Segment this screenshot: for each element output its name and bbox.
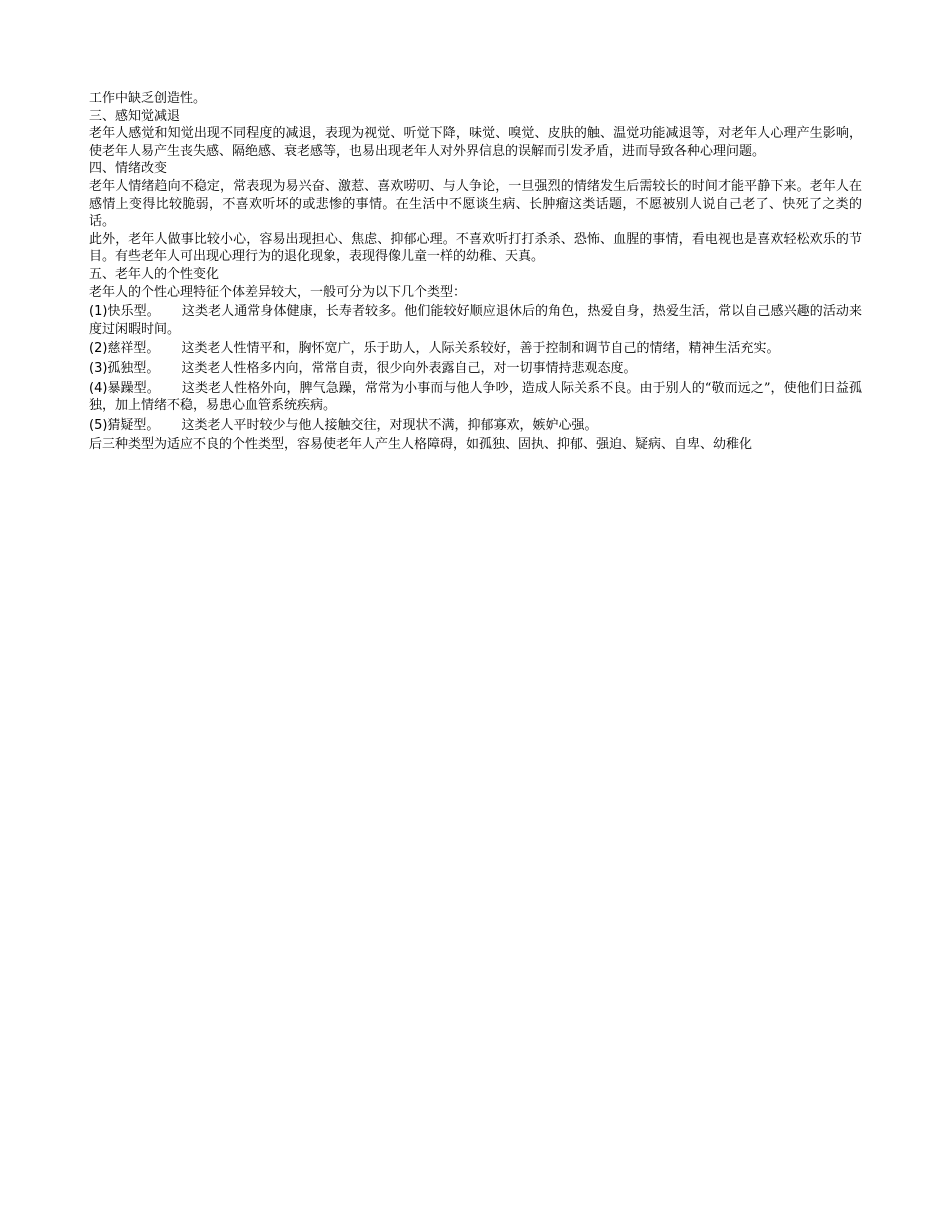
type-number: (1): [89, 304, 108, 320]
type-name: 慈祥型。: [107, 341, 160, 357]
heading-perception-decline: 三、感知觉减退: [89, 108, 181, 124]
type-description: 这类老人性格多内向，常常自责，很少向外表露自己，对一切事情持悲观态度。: [181, 360, 637, 376]
paragraph-intro-tail: 工作中缺乏创造性。: [89, 91, 207, 106]
type-name: 快乐型。: [107, 304, 160, 320]
paragraph-perception: 老年人感觉和知觉出现不同程度的减退，表现为视觉、听觉下降，味觉、嗅觉、皮肤的触、温觉功能减退等，对老年人心理产生影响，使老年人易产生丧失感、隔绝感、衰老感等，也易出现老年人对外界信息的误解而引发矛盾，进而导致各种心理问题。: [89, 126, 862, 159]
personality-type-item: [89, 380, 862, 415]
paragraph-personality-intro: 老年人的个性心理特征个体差异较大，一般可分为以下几个类型：: [89, 284, 467, 300]
type-name: 暴躁型。: [107, 380, 160, 396]
type-description: 这类老人性格外向，脾气急躁，常常为小事而与他人争吵，造成人际关系不良。由于别人的“敬而远之”，使他们日益孤独，加上情绪不稳，易患心血管系统疾病。: [89, 380, 862, 414]
heading-emotion-change: 四、情绪改变: [89, 161, 168, 177]
type-description: 这类老人平时较少与他人接触交往，对现状不满，抑郁寡欢，嫉妒心强。: [181, 417, 598, 433]
heading-personality-change: 五、老年人的个性变化: [89, 266, 220, 282]
personality-type-item: [89, 340, 862, 358]
paragraph-emotion-1: 老年人情绪趋向不稳定，常表现为易兴奋、激惹、喜欢唠叨、与人争论，一旦强烈的情绪发生后需较长的时间才能平静下来。老年人在感情上变得比较脆弱，不喜欢听坏的或悲惨的事情。在生活中不愿谈生病、长肿瘤这类话题，不愿被别人说自己老了、快死了之类的话。: [89, 178, 862, 230]
personality-type-item: [89, 417, 862, 435]
type-description: 这类老人性情平和，胸怀宽广，乐于助人，人际关系较好，善于控制和调节自己的情绪，精神生活充实。: [181, 341, 780, 357]
type-number: (5): [89, 417, 108, 433]
type-description: 这类老人通常身体健康，长寿者较多。他们能较好顺应退休后的角色，热爱自身，热爱生活，常以自己感兴趣的活动来度过闲暇时间。: [89, 304, 862, 337]
personality-type-item: [89, 303, 862, 338]
type-name: 孤独型。: [107, 360, 160, 376]
type-number: (3): [89, 360, 108, 376]
type-name: 猜疑型。: [107, 417, 160, 433]
type-number: (2): [89, 341, 108, 357]
paragraph-conclusion: 后三种类型为适应不良的个性类型，容易使老年人产生人格障碍，如孤独、固执、抑郁、强迫、疑病、自卑、幼稚化: [89, 437, 753, 453]
document-body: [89, 90, 862, 454]
type-number: (4): [89, 380, 108, 396]
paragraph-emotion-2: 此外，老年人做事比较小心，容易出现担心、焦虑、抑郁心理。不喜欢听打打杀杀、恐怖、血腥的事情，看电视也是喜欢轻松欢乐的节目。有些老年人可出现心理行为的退化现象，表现得像儿童一样的幼稚、天真。: [89, 231, 862, 265]
personality-type-item: [89, 360, 862, 378]
